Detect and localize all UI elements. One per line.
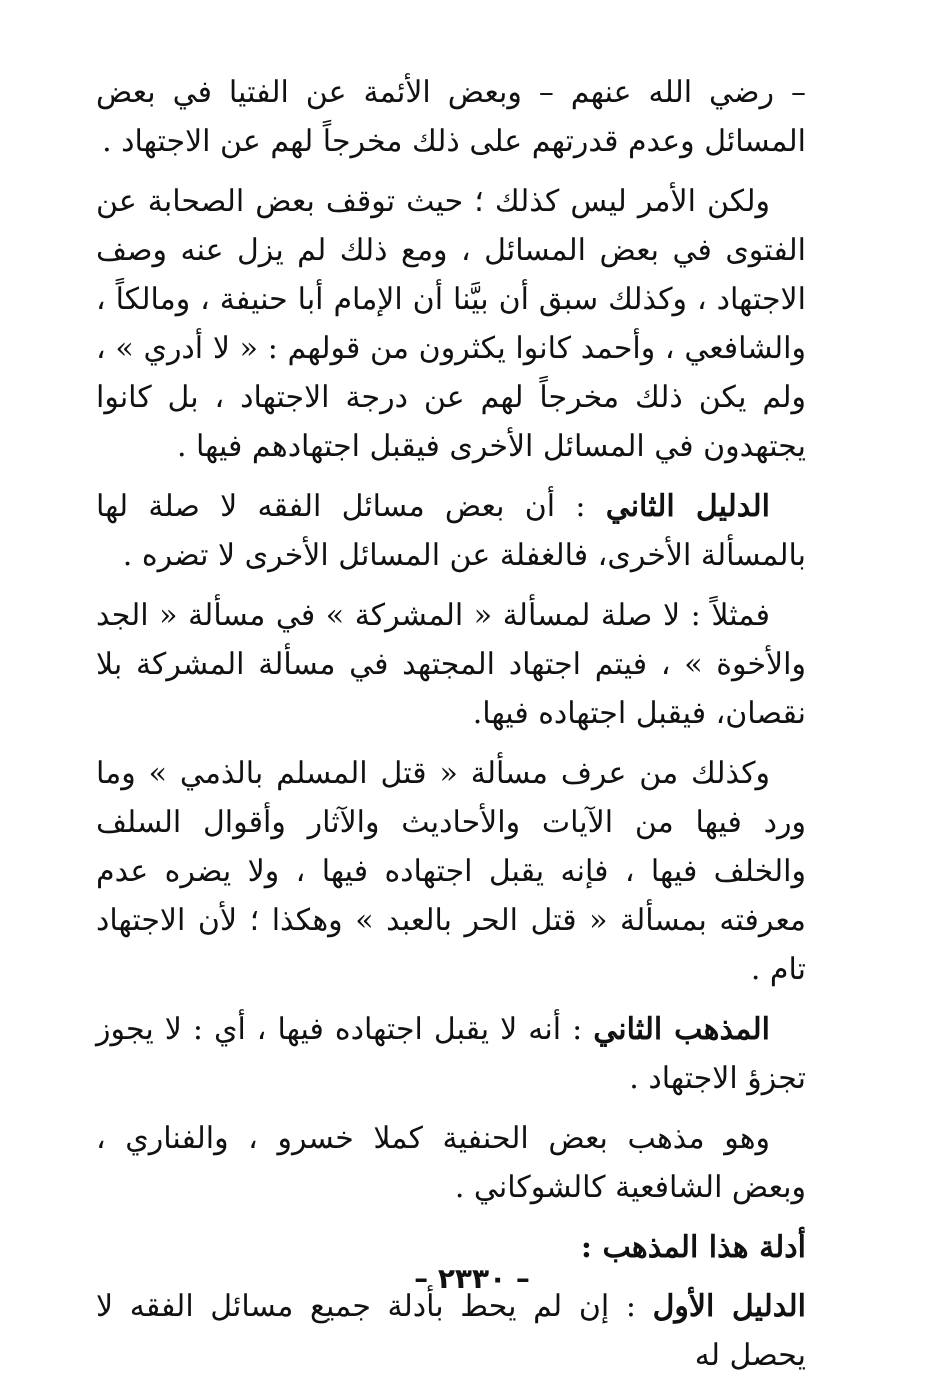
paragraph-2: ولكن الأمر ليس كذلك ؛ حيث توقف بعض الصحابة عن الفتوى في بعض المسائل ، ومع ذلك لم يزل عنه وصف الاجتهاد ، وكذلك سبق أن بيَّنا أن الإمام أبا حنيفة ، ومالكاً ، والشافعي ، وأحمد كانوا يكثرون من قولهم : « لا أدري » ، ولم يكن ذلك مخرجاً لهم عن درجة الاجتهاد ، بل كانوا يجتهدون في المسائل الأخرى فيقبل اجتهادهم فيها .: [96, 184, 806, 464]
paragraph-5: وكذلك من عرف مسألة « قتل المسلم بالذمي » وما ورد فيها من الآيات والأحاديث والآثار وأقوال السلف والخلف فيها ، فإنه يقبل اجتهاده فيها ، ولا يضره عدم معرفته بمسألة « قتل الحر بالعبد » وهكذا ؛ لأن الاجتهاد تام .: [96, 756, 806, 987]
paragraph-3-body: : أن بعض مسائل الفقه لا صلة لها بالمسألة الأخرى، فالغفلة عن المسائل الأخرى لا تضره .: [96, 489, 806, 573]
paragraph-3: [96, 482, 806, 580]
paragraph-1: – رضي الله عنهم – وبعض الأئمة عن الفتيا في بعض المسائل وعدم قدرتهم على ذلك مخرجاً لهم عن الاجتهاد .: [96, 75, 806, 159]
paragraph-6-heading: المذهب الثاني: [593, 1012, 771, 1047]
paragraph-9: [96, 1282, 806, 1380]
paragraph-7: وهو مذهب بعض الحنفية كملا خسرو ، والفناري ، وبعض الشافعية كالشوكاني .: [96, 1121, 806, 1205]
paragraph-3-heading: الدليل الثاني: [605, 489, 771, 524]
section-title: أدلة هذا المذهب :: [580, 1230, 806, 1265]
paragraph-9-heading: الدليل الأول: [652, 1289, 806, 1324]
paragraph-9-body: : إن لم يحط بأدلة جميع مسائل الفقه لا يحصل له: [96, 1289, 806, 1373]
paragraph-6: [96, 1005, 806, 1103]
document-page: [96, 68, 806, 1391]
page-number: – ٢٣٣٠ –: [414, 1262, 530, 1295]
paragraph-4: فمثلاً : لا صلة لمسألة « المشركة » في مسألة « الجد والأخوة » ، فيتم اجتهاد المجتهد في مسألة المشركة بلا نقصان، فيقبل اجتهاده فيها.: [96, 598, 806, 731]
paragraph-6-body: : أنه لا يقبل اجتهاده فيها ، أي : لا يجوز تجزؤ الاجتهاد .: [96, 1012, 806, 1096]
